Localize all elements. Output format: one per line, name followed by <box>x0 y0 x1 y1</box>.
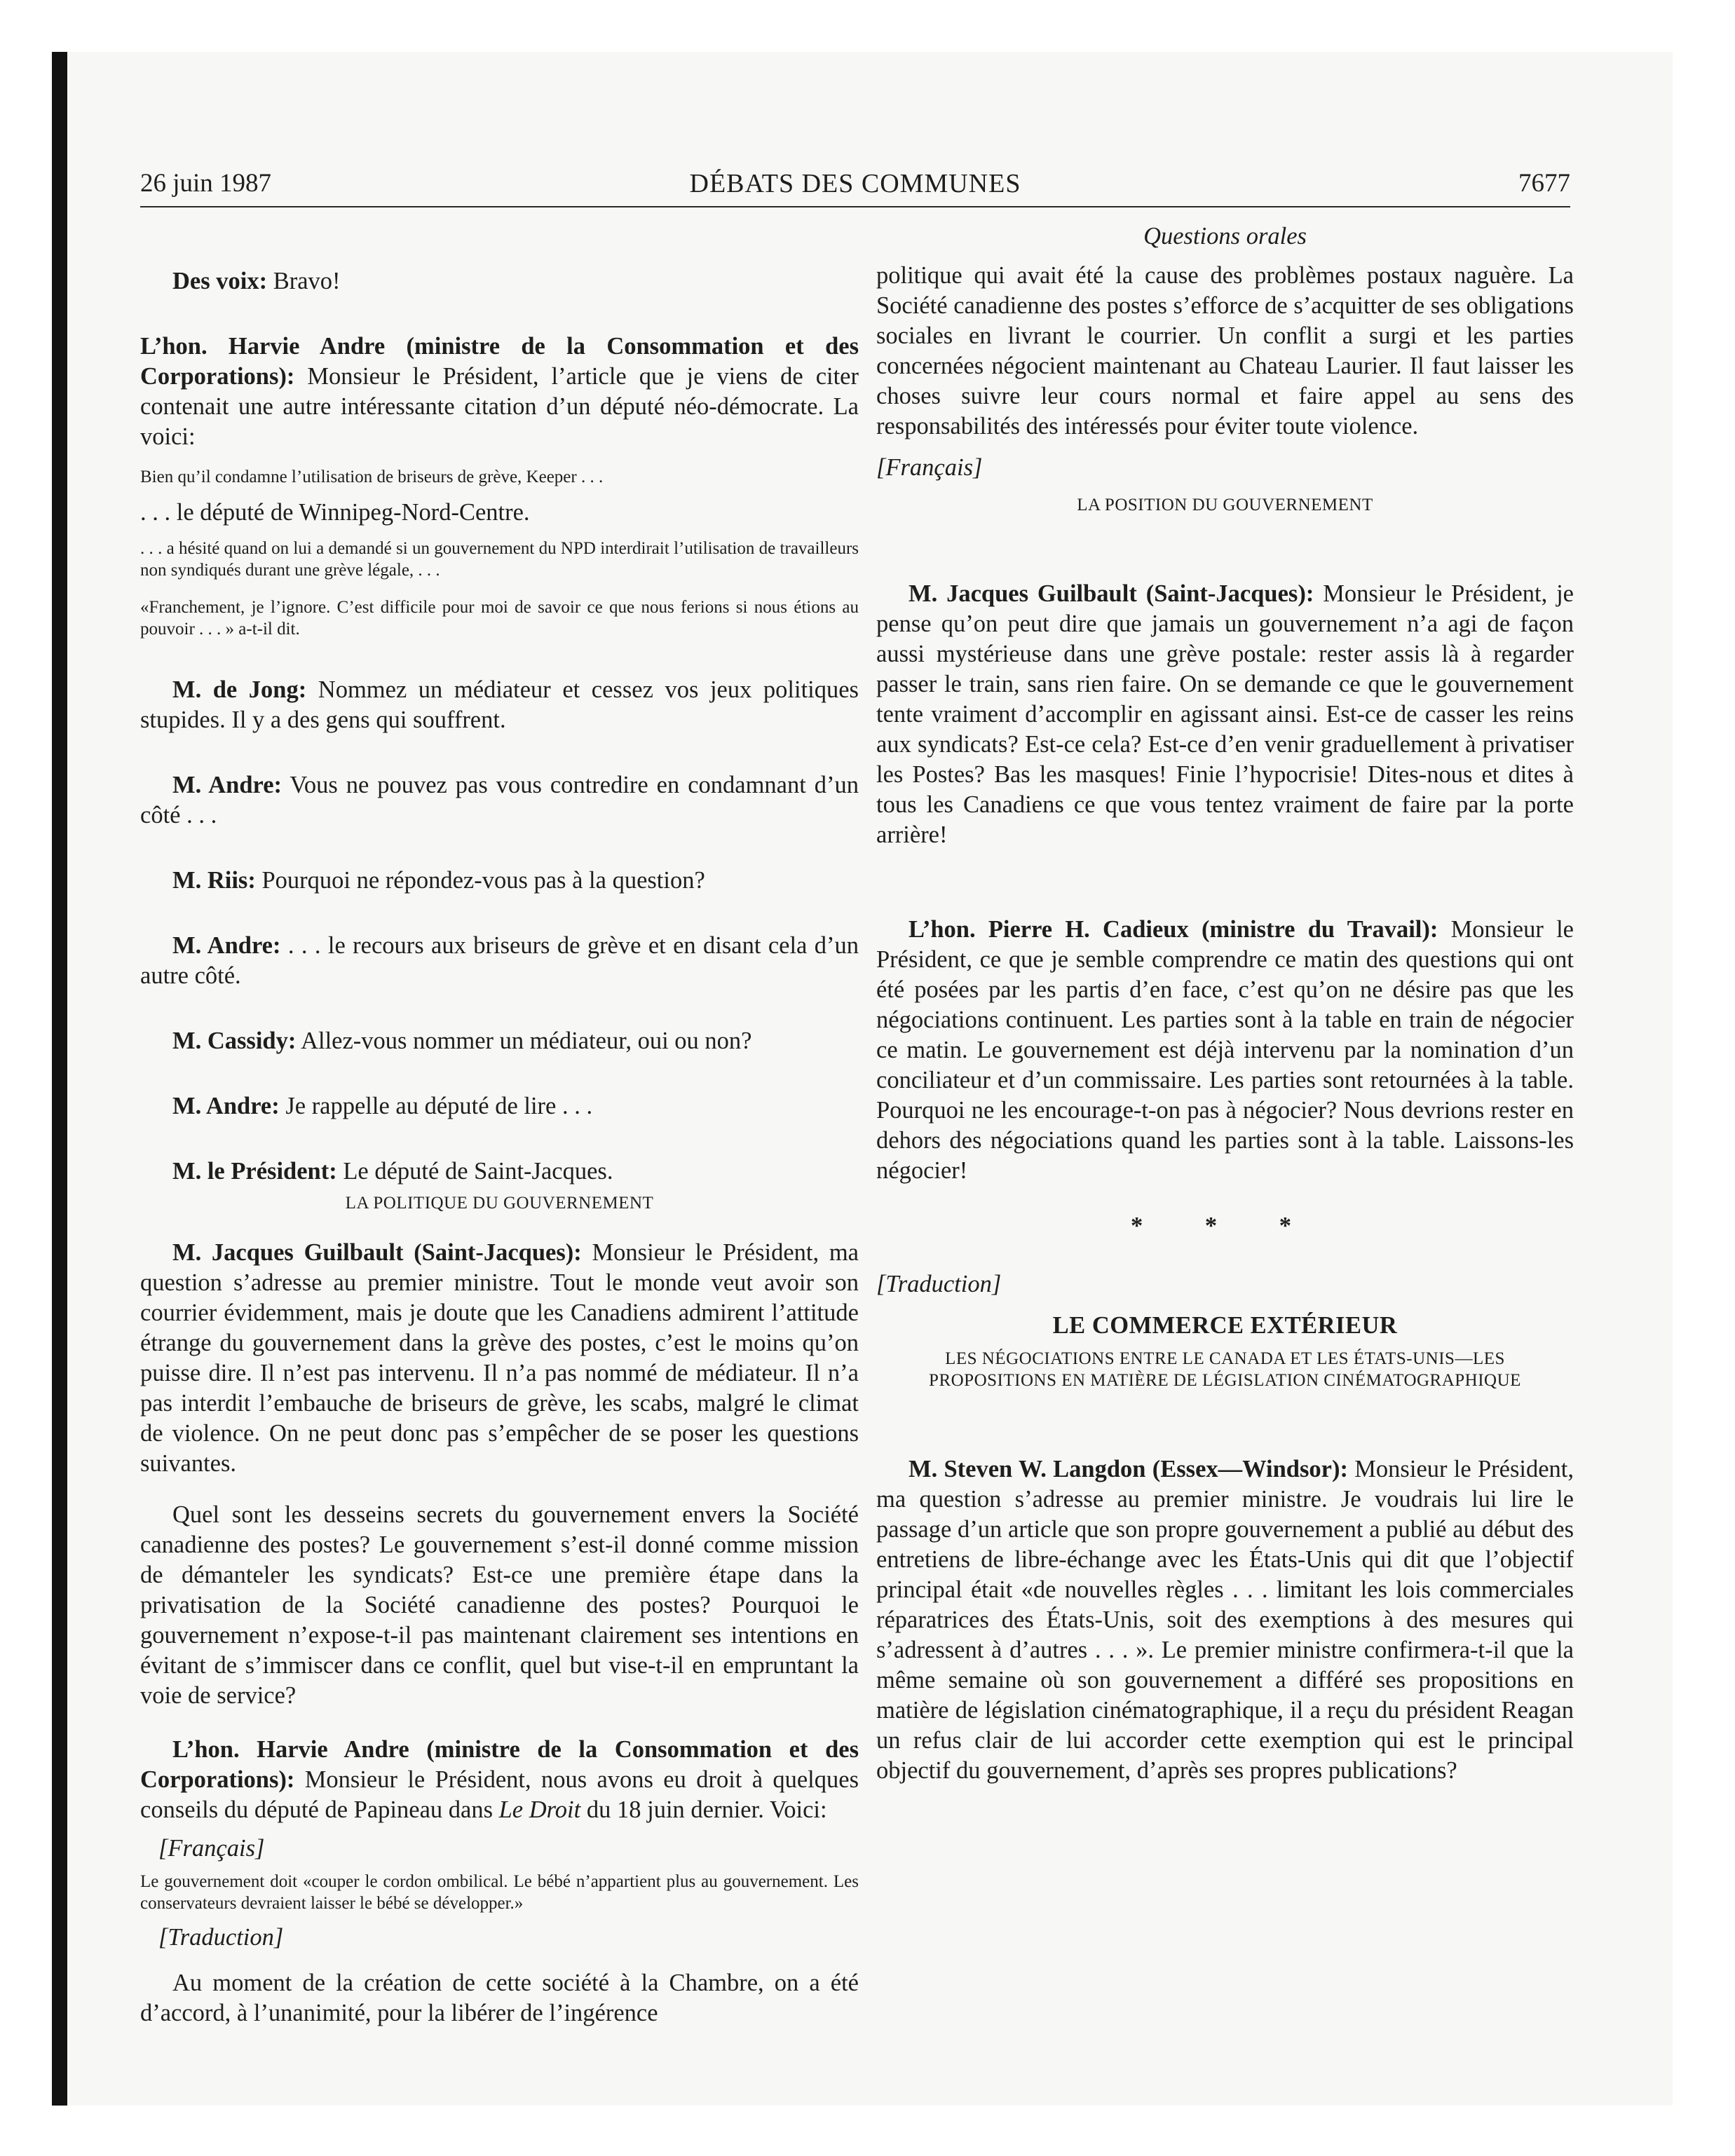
language-marker: [Français] <box>158 1835 265 1862</box>
quotation: . . . a hésité quand on lui a demandé si un gouvernement du NPD interdirait l’utilisation de travailleurs non syndiqués durant une grève légale, . . . <box>140 539 859 580</box>
section-rubric: LA POSITION DU GOUVERNEMENT <box>1077 496 1373 514</box>
paragraph: Au moment de la création de cette société à la Chambre, on a été d’accord, à l’unanimité, pour la libérer de l’ingérence <box>140 1970 859 2026</box>
paragraph: M. Jacques Guilbault (Saint-Jacques): Monsieur le Président, je pense qu’on peut dire que jamais un gouvernement n’a agi de façon aussi mystérieuse dans une grève postale: rester assis là à regarder passer le train, sans rien faire. On se demande ce que le gouvernement tente vraiment d’accomplir en agissant ainsi. Est-ce de casser les reins aux syndicats? Est-ce cela? Est-ce d’en venir graduellement à privatiser les Postes? Bas les masques! Finie l’hypocrisie! Dites-nous et dites à tous les Canadiens ce que vous tentez vraiment de faire par la porte arrière! <box>876 580 1574 848</box>
speaker-name: M. Riis: <box>172 867 256 894</box>
language-marker: [Traduction] <box>876 1271 1002 1297</box>
paragraph: politique qui avait été la cause des problèmes postaux naguère. La Société canadienne des postes s’efforce de s’acquitter de ses obligations sociales en livrant le courrier. Un conflit a surgi et les parties concernées négocient maintenant au Chateau Laurier. Il faut laisser les choses suivre leur cours normal et faire appel au sens des responsabilités des intéressés pour éviter toute violence. <box>876 262 1574 439</box>
paragraph: M. Andre: Je rappelle au député de lire . . . <box>172 1093 593 1119</box>
header-date: 26 juin 1987 <box>140 169 272 198</box>
speaker-name: M. le Président: <box>172 1158 337 1185</box>
section-rubric: LA POLITIQUE DU GOUVERNEMENT <box>345 1194 654 1213</box>
speaker-name: M. Jacques Guilbault (Saint-Jacques): <box>172 1239 582 1266</box>
paragraph: M. de Jong: Nommez un médiateur et cessez vos jeux politiques stupides. Il y a des gens qui souffrent. <box>140 676 859 733</box>
quotation: «Franchement, je l’ignore. C’est difficile pour moi de savoir ce que nous ferions si nous étions au pouvoir . . . » a-t-il dit. <box>140 598 859 639</box>
speaker-name: M. Andre: <box>172 1093 280 1119</box>
paragraph: M. Steven W. Langdon (Essex—Windsor): Monsieur le Président, ma question s’adresse au premier ministre. Je voudrais lui lire le passage d’un article que son propre gouvernement a publié au début des entretiens de libre-échange avec les États-Unis qui dit que l’objectif principal était «de nouvelles règles . . . limitant les lois commerciales réparatrices des États-Unis, soit des exemptions à des mesures qui s’adressent à d’autres . . . ». Le premier ministre confirmera-t-il que la même semaine où son gouvernement a différé ses propositions en matière de législation cinématographique, il a reçu du président Reagan un refus clair de lui accorder cette exemption qui est le principal objectif du gouvernement, d’après ses propres publications? <box>876 1456 1574 1784</box>
right-column <box>876 223 1574 1821</box>
quotation: Bien qu’il condamne l’utilisation de briseurs de grève, Keeper . . . <box>140 468 604 486</box>
speaker-name: M. Andre: <box>172 772 283 798</box>
header-rule <box>140 206 1570 207</box>
section-separator: * * * <box>1131 1213 1319 1239</box>
paragraph: M. Cassidy: Allez-vous nommer un médiateur, oui ou non? <box>172 1028 752 1054</box>
paragraph: . . . le député de Winnipeg-Nord-Centre. <box>140 499 530 526</box>
speaker-name: L’hon. Pierre H. Cadieux (ministre du Travail): <box>909 916 1438 943</box>
running-head <box>140 168 1570 206</box>
page-number: 7677 <box>1518 169 1570 198</box>
speaker-name: L’hon. Harvie Andre (ministre de la Consommation et des Corporations): <box>140 1736 859 1793</box>
speaker-name: M. Andre: <box>172 932 281 959</box>
paragraph: L’hon. Pierre H. Cadieux (ministre du Travail): Monsieur le Président, ce que je semble comprendre ce matin des questions qui ont été posées par les partis d’en face, c’est qu’on ne désire pas que les négociations continuent. Les parties sont à la table en train de négocier ce matin. Le gouvernement est déjà intervenu par la nomination d’un conciliateur et d’un commissaire. Les parties sont retournées à la table. Pourquoi ne les encourage-t-on pas à négocier? Nous devrions rester en dehors des négociations quand les parties sont à la table. Laissons-les négocier! <box>876 916 1574 1184</box>
paragraph: M. le Président: Le député de Saint-Jacques. <box>172 1158 613 1185</box>
paragraph: Des voix: Bravo! <box>172 268 341 294</box>
paragraph: L’hon. Harvie Andre (ministre de la Consommation et des Corporations): Monsieur le Président, nous avons eu droit à quelques conseils du député de Papineau dans Le Droit du 18 juin dernier. Voici: <box>140 1736 859 1823</box>
paragraph: M. Jacques Guilbault (Saint-Jacques): Monsieur le Président, ma question s’adresse au premier ministre. Tout le monde veut avoir son courrier évidemment, mais je doute que les Canadiens admirent l’attitude étrange du gouvernement dans la grève des postes, c’est le moins qu’on puisse dire. Il n’est pas intervenu. Il n’a pas nommé de médiateur. Il n’a pas interdit l’embauche de briseurs de grève, les scabs, malgré le climat de violence. On ne peut donc pas s’empêcher de se poser les questions suivantes. <box>140 1239 859 1477</box>
scan-edge <box>52 52 67 2106</box>
paragraph: M. Andre: Vous ne pouvez pas vous contredire en condamnant d’un côté . . . <box>140 772 859 828</box>
section-heading: LE COMMERCE EXTÉRIEUR <box>1052 1312 1398 1339</box>
paragraph: M. Andre: . . . le recours aux briseurs de grève et en disant cela d’un autre côté. <box>140 932 859 989</box>
left-column <box>140 266 859 2042</box>
language-marker: [Traduction] <box>158 1924 284 1951</box>
speaker-name: M. Cassidy: <box>172 1028 297 1054</box>
language-marker: [Français] <box>876 454 983 481</box>
speaker-name: M. Steven W. Langdon (Essex—Windsor): <box>909 1456 1348 1482</box>
section-rubric: LES NÉGOCIATIONS ENTRE LE CANADA ET LES ÉTATS-UNIS—LES PROPOSITIONS EN MATIÈRE DE LÉGISLATION CINÉMATOGRAPHIQUE <box>929 1349 1521 1390</box>
paragraph: L’hon. Harvie Andre (ministre de la Consommation et des Corporations): Monsieur le Président, l’article que je viens de citer contenait une autre intéressante citation d’un député néo-démocrate. La voici: <box>140 333 859 450</box>
section-label: Questions orales <box>1143 223 1307 250</box>
paragraph: M. Riis: Pourquoi ne répondez-vous pas à la question? <box>172 867 705 894</box>
quotation: Le gouvernement doit «couper le cordon ombilical. Le bébé n’appartient plus au gouvernement. Les conservateurs devraient laisser le bébé se développer.» <box>140 1872 859 1913</box>
speaker-name: L’hon. Harvie Andre (ministre de la Consommation et des Corporations): <box>140 333 859 390</box>
speaker-name: M. de Jong: <box>172 676 307 703</box>
speaker-name: M. Jacques Guilbault (Saint-Jacques): <box>909 580 1314 607</box>
paragraph: Quel sont les desseins secrets du gouvernement envers la Société canadienne des postes? Le gouvernement s’est-il donné comme mission de démanteler les syndicats? Est-ce une première étape dans la privatisation de la Société canadienne des postes? Pourquoi le gouvernement n’expose-t-il pas maintenant clairement ses intentions en évitant de s’immiscer dans ce conflit, quel but vise-t-il en empruntant la voie de service? <box>140 1501 859 1709</box>
speaker-name: Des voix: <box>172 268 268 294</box>
header-title: DÉBATS DES COMMUNES <box>689 169 1021 198</box>
